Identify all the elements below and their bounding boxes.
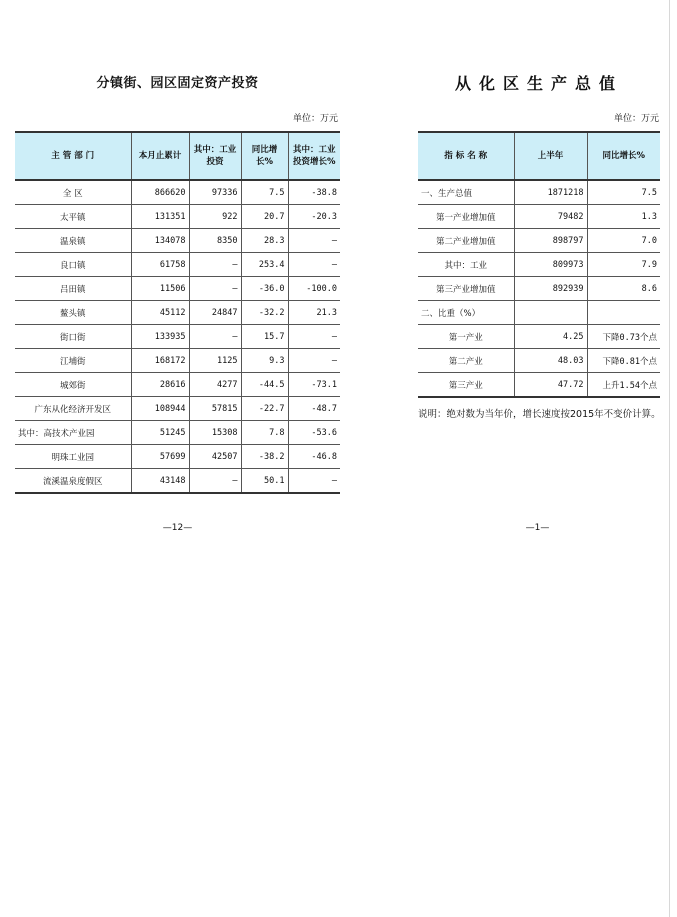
cell-value: 8.6 bbox=[587, 277, 660, 301]
row-label: 太平镇 bbox=[15, 205, 131, 229]
table-row bbox=[15, 469, 340, 494]
cell-value: 61758 bbox=[131, 253, 189, 277]
cell-value: -20.3 bbox=[288, 205, 340, 229]
table-row bbox=[15, 349, 340, 373]
cell-value: — bbox=[189, 325, 241, 349]
row-label: 城郊街 bbox=[15, 373, 131, 397]
cell-value: 57815 bbox=[189, 397, 241, 421]
cell-value: 43148 bbox=[131, 469, 189, 494]
page-edge-divider bbox=[669, 0, 670, 917]
header-cumulative: 本月止累计 bbox=[131, 132, 189, 180]
cell-value: 809973 bbox=[514, 253, 587, 277]
cell-value: -48.7 bbox=[288, 397, 340, 421]
header-indicator-name: 指 标 名 称 bbox=[418, 132, 514, 180]
cell-value: 57699 bbox=[131, 445, 189, 469]
cell-value: — bbox=[288, 229, 340, 253]
cell-value: 4277 bbox=[189, 373, 241, 397]
cell-value: 133935 bbox=[131, 325, 189, 349]
left-page-number: —12— bbox=[162, 523, 193, 533]
table-row bbox=[418, 253, 660, 277]
cell-value: 50.1 bbox=[241, 469, 288, 494]
table-row bbox=[15, 397, 340, 421]
row-label: 第二产业增加值 bbox=[418, 229, 514, 253]
header-industrial-investment: 其中：工业投资 bbox=[189, 132, 241, 180]
cell-value: 898797 bbox=[514, 229, 587, 253]
cell-value: 866620 bbox=[131, 180, 189, 205]
cell-value: -44.5 bbox=[241, 373, 288, 397]
table-row bbox=[418, 277, 660, 301]
cell-value bbox=[514, 301, 587, 325]
cell-value: 7.8 bbox=[241, 421, 288, 445]
cell-value: -32.2 bbox=[241, 301, 288, 325]
row-label: 第三产业 bbox=[418, 373, 514, 398]
row-label: 鳌头镇 bbox=[15, 301, 131, 325]
row-label: 一、生产总值 bbox=[418, 180, 514, 205]
cell-value: 21.3 bbox=[288, 301, 340, 325]
cell-value: 4.25 bbox=[514, 325, 587, 349]
table-row bbox=[418, 229, 660, 253]
row-label: 第一产业增加值 bbox=[418, 205, 514, 229]
cell-value: 7.9 bbox=[587, 253, 660, 277]
row-label: 广东从化经济开发区 bbox=[15, 397, 131, 421]
gdp-table bbox=[418, 131, 660, 398]
row-label: 第二产业 bbox=[418, 349, 514, 373]
cell-value: — bbox=[288, 469, 340, 494]
cell-value: — bbox=[189, 253, 241, 277]
row-label: 街口街 bbox=[15, 325, 131, 349]
table-row bbox=[15, 253, 340, 277]
table-row bbox=[418, 373, 660, 398]
cell-value: 1125 bbox=[189, 349, 241, 373]
cell-value: 134078 bbox=[131, 229, 189, 253]
cell-value: 168172 bbox=[131, 349, 189, 373]
cell-value: 48.03 bbox=[514, 349, 587, 373]
right-unit-label: 单位：万元 bbox=[613, 114, 659, 124]
cell-value: 1.3 bbox=[587, 205, 660, 229]
investment-table-body bbox=[15, 180, 340, 493]
table-row bbox=[15, 445, 340, 469]
right-page-number: —1— bbox=[525, 523, 550, 533]
cell-value: — bbox=[189, 277, 241, 301]
row-label: 全 区 bbox=[15, 180, 131, 205]
row-label: 第一产业 bbox=[418, 325, 514, 349]
gdp-table-body bbox=[418, 180, 660, 397]
cell-value: 892939 bbox=[514, 277, 587, 301]
cell-value: 1871218 bbox=[514, 180, 587, 205]
cell-value: 9.3 bbox=[241, 349, 288, 373]
table-row bbox=[15, 277, 340, 301]
table-row bbox=[418, 180, 660, 205]
table-row bbox=[418, 325, 660, 349]
cell-value: 7.5 bbox=[241, 180, 288, 205]
cell-value: 922 bbox=[189, 205, 241, 229]
cell-value: -22.7 bbox=[241, 397, 288, 421]
cell-value: 15308 bbox=[189, 421, 241, 445]
cell-value: -38.2 bbox=[241, 445, 288, 469]
table-row bbox=[418, 349, 660, 373]
cell-value: — bbox=[288, 349, 340, 373]
cell-value: 上升1.54个点 bbox=[587, 373, 660, 398]
cell-value: -53.6 bbox=[288, 421, 340, 445]
cell-value: 45112 bbox=[131, 301, 189, 325]
cell-value: 7.0 bbox=[587, 229, 660, 253]
cell-value: 24847 bbox=[189, 301, 241, 325]
cell-value: — bbox=[189, 469, 241, 494]
table-row bbox=[15, 421, 340, 445]
left-unit-label: 单位：万元 bbox=[292, 114, 338, 124]
cell-value: 131351 bbox=[131, 205, 189, 229]
header-yoy-growth: 同比增长% bbox=[241, 132, 288, 180]
cell-value: 47.72 bbox=[514, 373, 587, 398]
cell-value: 97336 bbox=[189, 180, 241, 205]
cell-value: 11506 bbox=[131, 277, 189, 301]
row-label: 第三产业增加值 bbox=[418, 277, 514, 301]
table-row bbox=[15, 325, 340, 349]
cell-value: 下降0.81个点 bbox=[587, 349, 660, 373]
cell-value: -38.8 bbox=[288, 180, 340, 205]
left-page-title: 分镇街、园区固定资产投资 bbox=[96, 76, 259, 91]
cell-value: -46.8 bbox=[288, 445, 340, 469]
cell-value: -36.0 bbox=[241, 277, 288, 301]
row-label: 二、比重（%） bbox=[418, 301, 514, 325]
cell-value: 108944 bbox=[131, 397, 189, 421]
row-label: 明珠工业园 bbox=[15, 445, 131, 469]
cell-value: -100.0 bbox=[288, 277, 340, 301]
cell-value: 15.7 bbox=[241, 325, 288, 349]
row-label: 流溪温泉度假区 bbox=[15, 469, 131, 494]
cell-value bbox=[587, 301, 660, 325]
cell-value: 28.3 bbox=[241, 229, 288, 253]
table-row bbox=[15, 373, 340, 397]
table-row bbox=[15, 301, 340, 325]
table-row bbox=[15, 180, 340, 205]
cell-value: 28616 bbox=[131, 373, 189, 397]
row-label: 温泉镇 bbox=[15, 229, 131, 253]
investment-table bbox=[15, 131, 340, 494]
row-label: 其中：工业 bbox=[418, 253, 514, 277]
cell-value: 7.5 bbox=[587, 180, 660, 205]
right-page-title: 从化区生产总值 bbox=[454, 74, 623, 93]
row-label: 吕田镇 bbox=[15, 277, 131, 301]
cell-value: 51245 bbox=[131, 421, 189, 445]
table-row bbox=[418, 301, 660, 325]
cell-value: 下降0.73个点 bbox=[587, 325, 660, 349]
row-label: 良口镇 bbox=[15, 253, 131, 277]
table-row bbox=[418, 205, 660, 229]
header-yoy-growth-gdp: 同比增长% bbox=[587, 132, 660, 180]
cell-value: -73.1 bbox=[288, 373, 340, 397]
row-label: 其中：高技术产业园 bbox=[15, 421, 131, 445]
row-label: 江埔街 bbox=[15, 349, 131, 373]
cell-value: 253.4 bbox=[241, 253, 288, 277]
header-industrial-growth: 其中：工业投资增长% bbox=[288, 132, 340, 180]
cell-value: 79482 bbox=[514, 205, 587, 229]
table-row bbox=[15, 205, 340, 229]
cell-value: 20.7 bbox=[241, 205, 288, 229]
cell-value: — bbox=[288, 253, 340, 277]
header-first-half: 上半年 bbox=[514, 132, 587, 180]
table-row bbox=[15, 229, 340, 253]
header-department: 主 管 部 门 bbox=[15, 132, 131, 180]
explanatory-note: 说明：绝对数为当年价，增长速度按2015年不变价计算。 bbox=[418, 409, 661, 420]
cell-value: — bbox=[288, 325, 340, 349]
cell-value: 42507 bbox=[189, 445, 241, 469]
cell-value: 8350 bbox=[189, 229, 241, 253]
